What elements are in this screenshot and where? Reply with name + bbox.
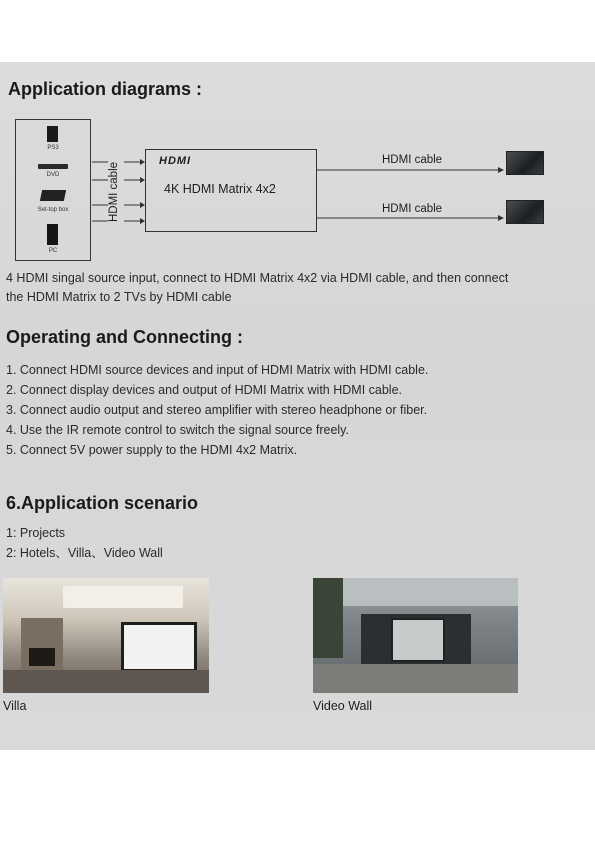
list-item: 1. Connect HDMI source devices and input of HDMI Matrix with HDMI cable.: [6, 363, 429, 377]
output-cable-label-1: HDMI cable: [382, 154, 443, 166]
sofa: [3, 670, 209, 693]
caption-video-wall: Video Wall: [313, 699, 373, 713]
device-label-ps3: PS3: [47, 145, 59, 151]
list-item: 2: Hotels、Villa、Video Wall: [6, 546, 163, 560]
hdmi-matrix-box: [145, 149, 317, 232]
operating-heading: Operating and Connecting :: [6, 327, 243, 347]
video-wall-screen: [391, 618, 445, 662]
device-label-pc: PC: [48, 248, 58, 254]
list-item: 4. Use the IR remote control to switch the signal source freely.: [6, 423, 349, 437]
caption-villa: Villa: [3, 699, 27, 713]
application-scenario-heading: 6.Application scenario: [6, 493, 199, 513]
device-label-dvd: DVD: [46, 172, 60, 178]
tv-icon: [506, 200, 544, 224]
scenario-items: [6, 523, 163, 563]
operating-steps-list: [6, 360, 591, 460]
description-line: 4 HDMI singal source input, connect to HDMI Matrix 4x2 via HDMI cable, and then connect: [6, 271, 509, 285]
plant: [313, 578, 343, 658]
list-item: 1: Projects: [6, 526, 66, 540]
fireplace: [29, 648, 55, 666]
device-label-set-top-box: Set-top box: [37, 207, 69, 213]
diagram-description: [6, 269, 591, 307]
output-cable-label-2: HDMI cable: [382, 203, 443, 215]
description-line: the HDMI Matrix to 2 TVs by HDMI cable: [6, 290, 232, 304]
projection-screen: [121, 622, 197, 672]
tv-icon: [506, 151, 544, 175]
application-diagrams-heading: Application diagrams :: [8, 79, 203, 99]
matrix-label: 4K HDMI Matrix 4x2: [164, 182, 276, 196]
ceiling: [313, 578, 518, 606]
villa-photo: [3, 578, 209, 693]
hdmi-cable-vertical-label: HDMI cable: [108, 161, 120, 223]
list-item: 2. Connect display devices and output of HDMI Matrix with HDMI cable.: [6, 383, 403, 397]
list-item: 3. Connect audio output and stereo amplifier with stereo headphone or fiber.: [6, 403, 428, 417]
list-item: 5. Connect 5V power supply to the HDMI 4x2 Matrix.: [6, 443, 298, 457]
manual-page: [0, 62, 595, 750]
video-wall-photo: [313, 578, 518, 693]
ceiling-light: [63, 586, 183, 608]
hdmi-logo: HDMI: [159, 155, 192, 167]
vertical-cable-label-box: [107, 158, 125, 228]
floor: [313, 664, 518, 693]
